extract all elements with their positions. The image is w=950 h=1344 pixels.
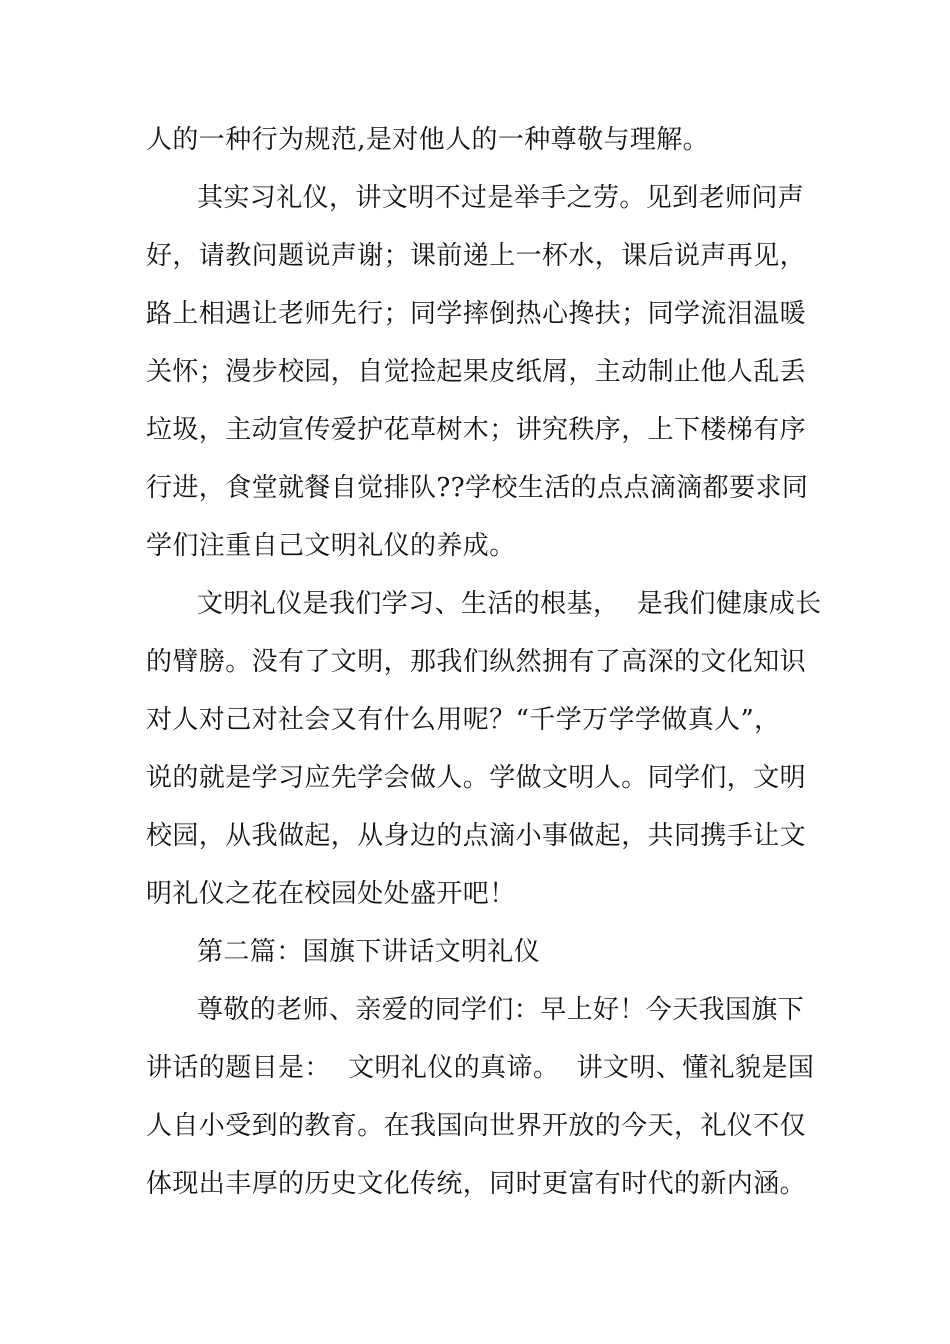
text-line-8: 学们注重自己文明礼仪的养成。 <box>146 531 516 561</box>
text-line-17: 讲话的题目是： 文明礼仪的真谛。 讲文明、懂礼貌是国 <box>146 1053 815 1083</box>
text-line-5: 关怀；漫步校园，自觉捡起果皮纸屑，主动制止他人乱丢 <box>146 357 807 387</box>
text-line-13: 校园，从我做起，从身边的点滴小事做起，共同携手让文 <box>146 821 807 851</box>
text-line-11: 对人对己对社会又有什么用呢？“千学万学学做真人”， <box>146 705 781 735</box>
text-line-16: 尊敬的老师、亲爱的同学们：早上好！今天我国旗下 <box>197 995 805 1025</box>
text-line-4: 路上相遇让老师先行；同学摔倒热心搀扶；同学流泪温暖 <box>146 299 807 329</box>
text-line-3: 好，请教问题说声谢；课前递上一杯水，课后说声再见， <box>146 241 807 271</box>
text-line-1: 人的一种行为规范,是对他人的一种尊敬与理解。 <box>146 125 710 155</box>
text-line-9: 文明礼仪是我们学习、生活的根基， 是我们健康成长 <box>197 589 822 619</box>
text-line-18: 人自小受到的教育。在我国向世界开放的今天，礼仪不仅 <box>146 1111 807 1141</box>
text-line-12: 说的就是学习应先学会做人。学做文明人。同学们，文明 <box>146 763 807 793</box>
text-line-19: 体现出丰厚的历史文化传统，同时更富有时代的新内涵。 <box>146 1169 807 1199</box>
text-line-10: 的臂膀。没有了文明，那我们纵然拥有了高深的文化知识 <box>146 647 807 677</box>
text-line-14: 明礼仪之花在校园处处盛开吧！ <box>146 879 516 909</box>
text-line-2: 其实习礼仪，讲文明不过是举手之劳。见到老师问声 <box>197 183 805 213</box>
text-line-6: 垃圾，主动宣传爱护花草树木；讲究秩序，上下楼梯有序 <box>146 415 807 445</box>
section-heading: 第二篇：国旗下讲话文明礼仪 <box>197 937 541 967</box>
text-line-7: 行进，食堂就餐自觉排队??学校生活的点点滴滴都要求同 <box>146 473 809 503</box>
